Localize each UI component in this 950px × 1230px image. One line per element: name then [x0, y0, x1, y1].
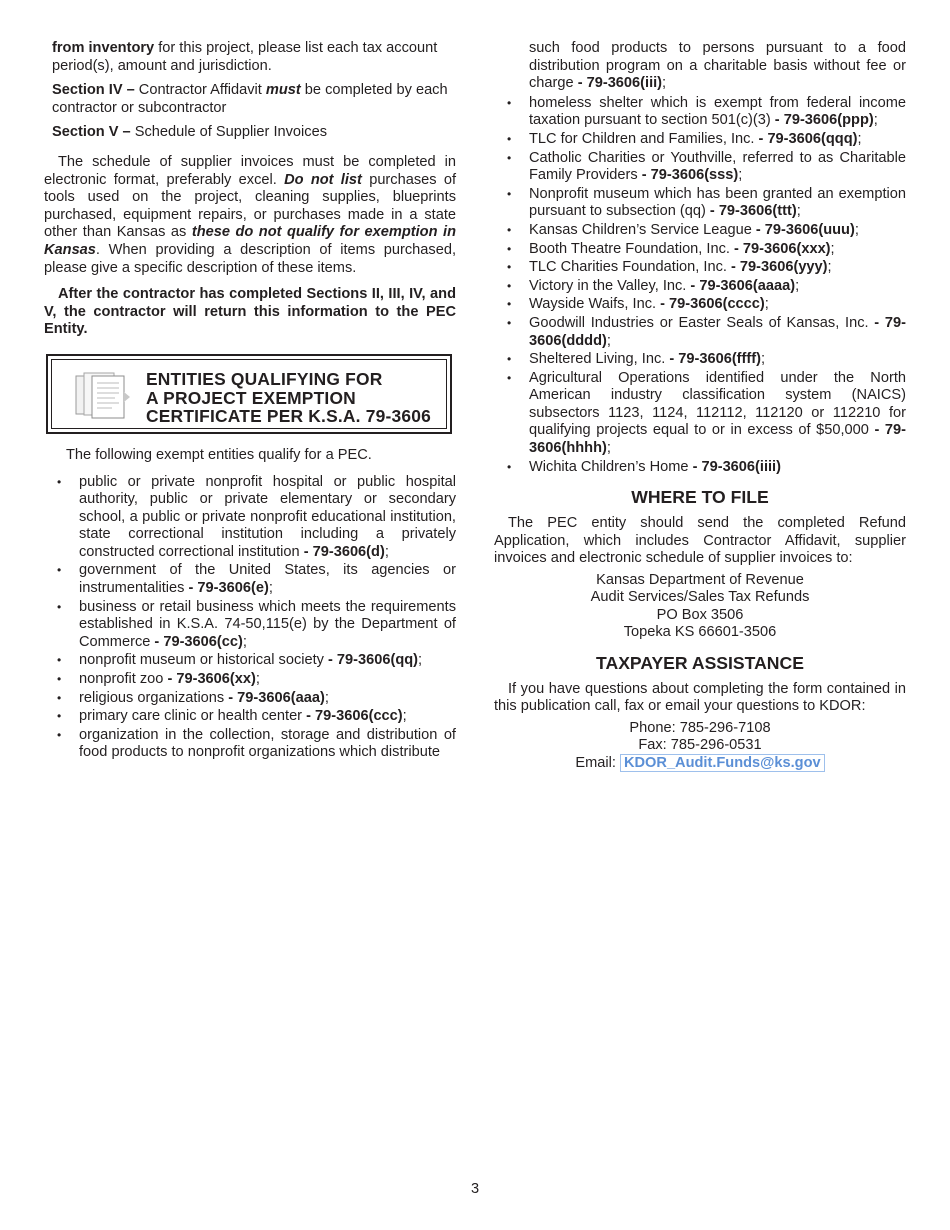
- list-item: • Nonprofit museum which has been granted an exemption pursuant to subsection (qq) - 79-3606(ttt);: [494, 186, 906, 221]
- list-item: • public or private nonprofit hospital or public hospital authority, public or private elementary or secondary school, a public or private nonprofit educational institution, state correctional institution including a privately constructed correctional institution - 79-3606(d);: [44, 474, 456, 562]
- list-item: • business or retail business which meets the requirements established in K.S.A. 74-50,115(e) by the Department of Commerce - 79-3606(cc);: [44, 599, 456, 652]
- list-item: • Kansas Children’s Service League - 79-3606(uuu);: [494, 222, 906, 240]
- list-item: • nonprofit zoo - 79-3606(xx);: [44, 671, 456, 689]
- list-item: • government of the United States, its agencies or instrumentalities - 79-3606(e);: [44, 562, 456, 597]
- list-item: • Wichita Children’s Home - 79-3606(iiii): [494, 459, 906, 477]
- fax-number: Fax: 785-296-0531: [638, 737, 762, 754]
- documents-icon: [72, 370, 132, 422]
- email-link[interactable]: KDOR_Audit.Funds@ks.gov: [620, 754, 825, 772]
- section-iv-paragraph: Section IV – Contractor Affidavit must be completed by each contractor or subcontractor: [52, 82, 448, 116]
- left-column: [44, 40, 456, 763]
- entities-heading-box: [46, 354, 452, 434]
- taxpayer-assistance-heading: TAXPAYER ASSISTANCE: [596, 652, 804, 673]
- list-item-continuation: such food products to persons pursuant to a food distribution program on a charitable basis without fee or charge - 79-3606(iii);: [529, 40, 906, 92]
- list-item: • TLC for Children and Families, Inc. - 79-3606(qqq);: [494, 131, 906, 149]
- where-to-file-heading: WHERE TO FILE: [631, 487, 769, 508]
- entities-intro: The following exempt entities qualify for a PEC.: [66, 446, 372, 463]
- list-item: • TLC Charities Foundation, Inc. - 79-3606(yyy);: [494, 259, 906, 277]
- left-entity-list: [44, 474, 456, 763]
- inventory-paragraph: from inventory for this project, please list each tax account period(s), amount and jurisdiction.: [52, 40, 438, 74]
- list-item: • Goodwill Industries or Easter Seals of Kansas, Inc. - 79-3606(dddd);: [494, 315, 906, 350]
- where-to-file-text: The PEC entity should send the completed Refund Application, which includes Contractor Affidavit, supplier invoices and electronic schedule of supplier invoices to:: [494, 515, 906, 567]
- entities-heading-inner: [51, 359, 447, 429]
- section-v-paragraph: Section V – Schedule of Supplier Invoices: [52, 124, 327, 141]
- list-item: • Sheltered Living, Inc. - 79-3606(ffff);: [494, 351, 906, 369]
- taxpayer-assistance-text: If you have questions about completing the form contained in this publication call, fax or email your questions to KDOR:: [494, 680, 906, 715]
- mailing-address: Kansas Department of Revenue Audit Services/Sales Tax Refunds PO Box 3506 Topeka KS 66601-3506: [590, 572, 810, 641]
- list-item: • Catholic Charities or Youthville, referred to as Charitable Family Providers - 79-3606(sss);: [494, 150, 906, 185]
- list-item: • Agricultural Operations identified under the North American industry classification system (NAICS) subsectors 1123, 1124, 112112, 112120 or 112210 for qualifying projects equal to or in excess of $50,000 - 79-3606(hhhh);: [494, 370, 906, 458]
- list-item: • Victory in the Valley, Inc. - 79-3606(aaaa);: [494, 278, 906, 296]
- list-item: • homeless shelter which is exempt from federal income taxation pursuant to section 501(c)(3) - 79-3606(ppp);: [494, 95, 906, 130]
- list-item: • Booth Theatre Foundation, Inc. - 79-3606(xxx);: [494, 241, 906, 259]
- schedule-paragraph: The schedule of supplier invoices must be completed in electronic format, preferably excel. Do not list purchases of tools used on the project, cleaning supplies, blueprints purchased, equipment repairs, or purchases made in a state other than Kansas as these do not qualify for exemption in Kansas. When providing a description of items purchased, please give a specific description of these items.: [44, 153, 456, 276]
- phone-number: Phone: 785-296-7108: [629, 719, 771, 736]
- list-item: • nonprofit museum or historical society - 79-3606(qq);: [44, 652, 456, 670]
- email-line: Email: KDOR_Audit.Funds@ks.gov: [494, 755, 906, 772]
- page-number: 3: [470, 1181, 480, 1197]
- list-item: • religious organizations - 79-3606(aaa);: [44, 690, 456, 708]
- after-paragraph: After the contractor has completed Sections II, III, IV, and V, the contractor will return this information to the PEC Entity.: [44, 286, 456, 338]
- entities-heading-title: ENTITIES QUALIFYING FOR A PROJECT EXEMPTION CERTIFICATE PER K.S.A. 79-3606: [146, 368, 431, 427]
- list-item: • organization in the collection, storage and distribution of food products to nonprofit organizations which distribute: [44, 727, 456, 762]
- right-column: [494, 40, 906, 772]
- right-entity-list: [494, 95, 906, 476]
- contact-info: [494, 720, 906, 772]
- list-item: • primary care clinic or health center - 79-3606(ccc);: [44, 708, 456, 726]
- list-item: • Wayside Waifs, Inc. - 79-3606(cccc);: [494, 296, 906, 314]
